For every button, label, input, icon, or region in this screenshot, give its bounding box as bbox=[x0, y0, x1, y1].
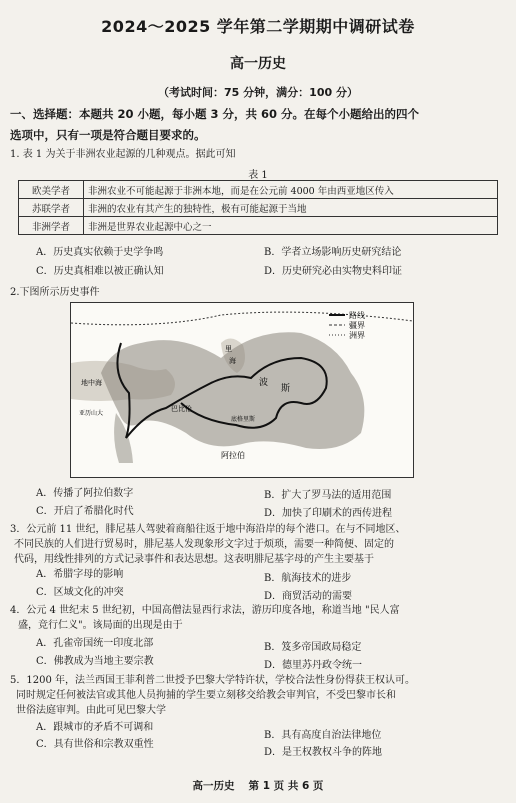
q2-option-c[interactable]: C．开启了希腊化时代 bbox=[36, 506, 134, 517]
map-label-mediterranean: 地中海 bbox=[81, 379, 102, 387]
section-heading-line-1: 一、选择题：本题共 20 小题，每小题 3 分，共 60 分。在每个小题给出的四个 bbox=[10, 107, 420, 121]
legend-route: 路线 bbox=[349, 311, 365, 320]
map-label-caspian-2: 海 bbox=[229, 357, 236, 365]
q4-line-2: 盛，竞行仁义"。该局面的出现是由于 bbox=[18, 620, 183, 631]
question-1-stem: 1. 表 1 为关于非洲农业起源的几种观点。据此可知 bbox=[10, 149, 236, 160]
map-label-arabia: 阿拉伯 bbox=[221, 451, 245, 460]
footer-subject: 高一历史 bbox=[192, 780, 235, 792]
table-cell-view: 非洲农业不可能起源于非洲本地，而是在公元前 4000 年由西亚地区传入 bbox=[84, 181, 498, 199]
map-label-caspian-1: 里 bbox=[225, 345, 232, 353]
table-cell-scholar: 苏联学者 bbox=[19, 199, 84, 217]
question-4-stem bbox=[10, 603, 500, 633]
question-2-stem: 2.下图所示历史事件 bbox=[10, 287, 100, 298]
table-row bbox=[19, 181, 498, 199]
q4-line-1: 4．公元 4 世纪末 5 世纪初，中国高僧法显西行求法，游历印度各地，称道当地 "民人富 bbox=[10, 605, 400, 616]
q5-option-d[interactable]: D．是王权教权斗争的阵地 bbox=[264, 747, 383, 758]
q2-option-b[interactable]: B．扩大了罗马法的适用范围 bbox=[264, 490, 392, 501]
map-label-persia-2: 波 bbox=[259, 378, 269, 388]
q2-option-d[interactable]: D．加快了印刷术的西传进程 bbox=[264, 508, 393, 519]
q4-option-d[interactable]: D．德里苏丹政令统一 bbox=[264, 660, 363, 671]
q5-line-1: 5．1200 年，法兰西国王菲利普二世授予巴黎大学特许状，学校合法性身份得获王权认可。 bbox=[10, 675, 415, 686]
table-cell-scholar: 欧美学者 bbox=[19, 181, 84, 199]
table-row bbox=[19, 199, 498, 217]
map-illustration bbox=[71, 303, 413, 477]
legend-continent: 洲界 bbox=[349, 331, 365, 340]
table-cell-view: 非洲的农业有其产生的独特性，极有可能起源于当地 bbox=[84, 199, 498, 217]
q5-option-a[interactable]: A．跟城市的矛盾不可调和 bbox=[36, 722, 154, 733]
q3-line-2: 不同民族的人们进行贸易时，腓尼基人发现象形文字过于烦琐，需要一种简便、固定的 bbox=[14, 539, 394, 550]
section-heading-line-2: 选项中，只有一项是符合题目要求的。 bbox=[10, 128, 206, 142]
views-table bbox=[18, 180, 498, 235]
q4-option-b[interactable]: B．笈多帝国政局稳定 bbox=[264, 642, 362, 653]
q3-option-a[interactable]: A．希腊字母的影响 bbox=[36, 569, 124, 580]
page-footer bbox=[0, 778, 516, 793]
exam-info: （考试时间：75 分钟，满分：100 分） bbox=[158, 86, 358, 99]
q4-option-a[interactable]: A．孔雀帝国统一印度北部 bbox=[36, 638, 154, 649]
section-heading bbox=[10, 104, 500, 146]
map-label-babylon: 巴比伦 bbox=[171, 405, 192, 413]
map-label-alexandria: 亚历山大 bbox=[79, 410, 104, 417]
legend-border: 疆界 bbox=[349, 321, 365, 330]
q1-option-a[interactable]: A．历史真实依赖于史学争鸣 bbox=[36, 247, 164, 258]
q3-line-3: 代码，用线性排列的方式记录事件和表达思想。这表明腓尼基字母的产生主要基于 bbox=[14, 554, 374, 565]
q4-option-c[interactable]: C．佛教成为当地主要宗教 bbox=[36, 656, 154, 667]
q5-line-3: 世俗法庭审判。由此可见巴黎大学 bbox=[16, 705, 166, 716]
map-label-persia-1: 斯 bbox=[281, 384, 291, 394]
q5-option-c[interactable]: C．具有世俗和宗教双重性 bbox=[36, 739, 154, 750]
q2-option-a[interactable]: A．传播了阿拉伯数字 bbox=[36, 488, 134, 499]
q3-option-b[interactable]: B．航海技术的进步 bbox=[264, 573, 352, 584]
q5-option-b[interactable]: B．具有高度自治法律地位 bbox=[264, 730, 382, 741]
q3-option-d[interactable]: D．商贸活动的需要 bbox=[264, 591, 353, 602]
table-cell-scholar: 非洲学者 bbox=[19, 217, 84, 235]
exam-title: 2024～2025 学年第二学期期中调研试卷 bbox=[101, 17, 415, 36]
map-label-tigris: 底格里斯 bbox=[231, 416, 256, 423]
footer-page-number: 第 1 页 共 6 页 bbox=[248, 780, 324, 792]
q1-option-c[interactable]: C．历史真相难以被正确认知 bbox=[36, 266, 164, 277]
question-5-stem bbox=[10, 673, 500, 718]
table-cell-view: 非洲是世界农业起源中心之一 bbox=[84, 217, 498, 235]
table-caption: 表 1 bbox=[248, 170, 268, 181]
q3-line-1: 3．公元前 11 世纪，腓尼基人驾驶着商船往返于地中海沿岸的每个港口。在与不同地区、 bbox=[10, 524, 406, 535]
q5-line-2: 同时规定任何被法官或其他人员拘捕的学生要立刻移交给教会审判官，不受巴黎市长和 bbox=[16, 690, 396, 701]
question-3-stem bbox=[10, 522, 500, 567]
q1-option-b[interactable]: B．学者立场影响历史研究结论 bbox=[264, 247, 402, 258]
table-row bbox=[19, 217, 498, 235]
q1-option-d[interactable]: D．历史研究必由实物史料印证 bbox=[264, 266, 403, 277]
subject-title: 高一历史 bbox=[230, 56, 286, 72]
q3-option-c[interactable]: C．区域文化的冲突 bbox=[36, 587, 124, 598]
historical-map bbox=[70, 302, 414, 478]
